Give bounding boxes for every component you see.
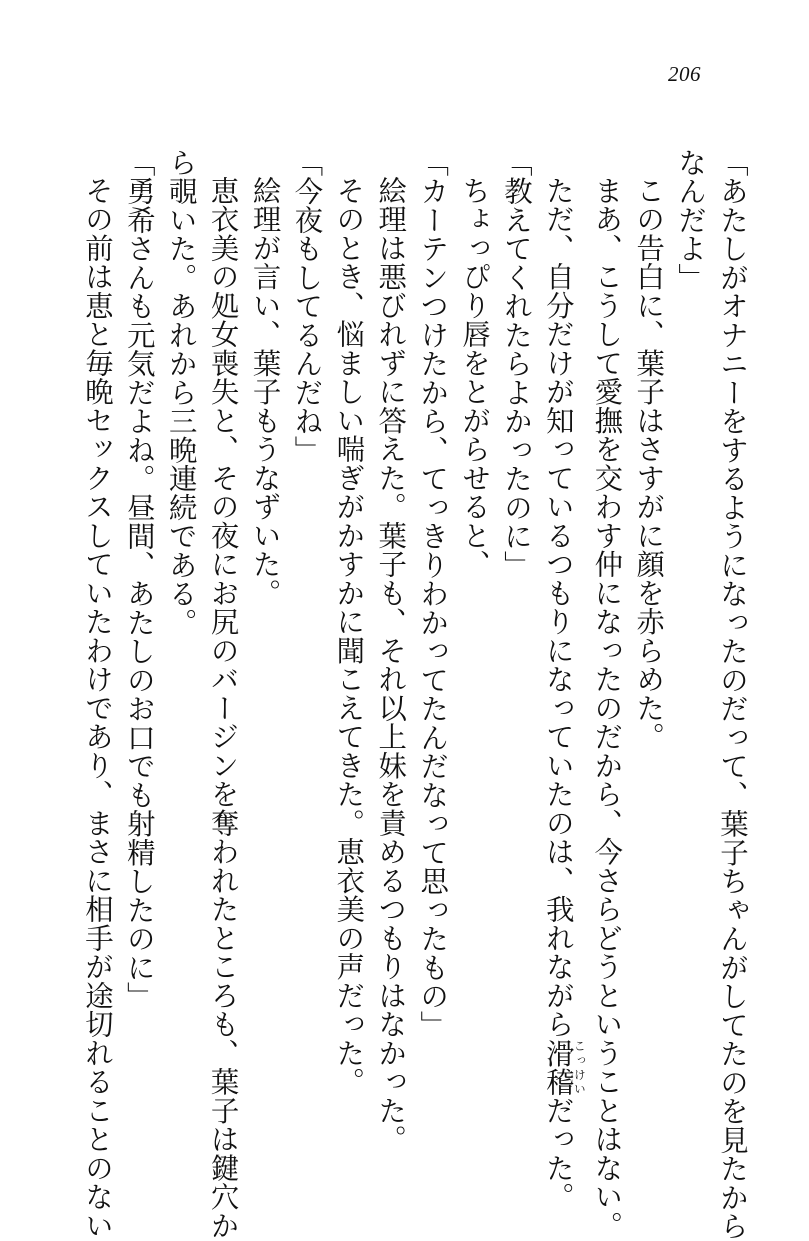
- text-line: 「教えてくれたらよかったのに」: [499, 148, 533, 580]
- text-line: 「カーテンつけたから、てっきりわかってたんだなって思ったもの」: [416, 148, 450, 1040]
- text-line: 絵理が言い、葉子もうなずいた。: [248, 176, 282, 608]
- body-text: [76, 148, 753, 1241]
- text-line: この告白に、葉子はさすがに顔を赤らめた。: [632, 176, 666, 752]
- text-line: ら覗いた。あれから三晩連続である。: [164, 148, 198, 637]
- text-line: まあ、こうして愛撫を交わす仲になったのだから、今さらどうということはない。: [590, 176, 624, 1241]
- text-line: 絵理は悪びれずに答えた。葉子も、それ以上妹を責めるつもりはなかった。: [374, 176, 408, 1154]
- page-number: 206: [668, 62, 701, 86]
- text-segment: だった。: [541, 1096, 575, 1212]
- ruby-word: [541, 1038, 587, 1097]
- text-line: なんだよ」: [674, 148, 708, 292]
- text-line: 「あたしがオナニーをするようになったのだって、葉子ちゃんがしてたのを見たから: [716, 148, 749, 1241]
- text-line: その前は恵と毎晩セックスしていたわけであり、まさに相手が途切れることのない: [80, 176, 114, 1241]
- ruby-base: 滑稽: [541, 1038, 575, 1097]
- text-line: 「今夜もしてるんだね」: [290, 148, 324, 465]
- text-line: 「勇希さんも元気だよね。昼間、あたしのお口でも射精したのに」: [122, 148, 156, 1011]
- text-line: そのとき、悩ましい喘ぎがかすかに聞こえてきた。恵衣美の声だった。: [332, 176, 366, 1097]
- text-line: ちょっぴり唇をとがらせると、: [458, 176, 492, 579]
- text-segment: ただ、自分だけが知っているつもりになっていたのは、我れながら: [541, 176, 575, 1039]
- text-line: 恵衣美の処女喪失と、その夜にお尻のバージンを奪われたところも、葉子は鍵穴か: [206, 176, 240, 1241]
- ruby-reading: こっけい: [572, 1038, 587, 1097]
- text-line: [537, 148, 587, 1212]
